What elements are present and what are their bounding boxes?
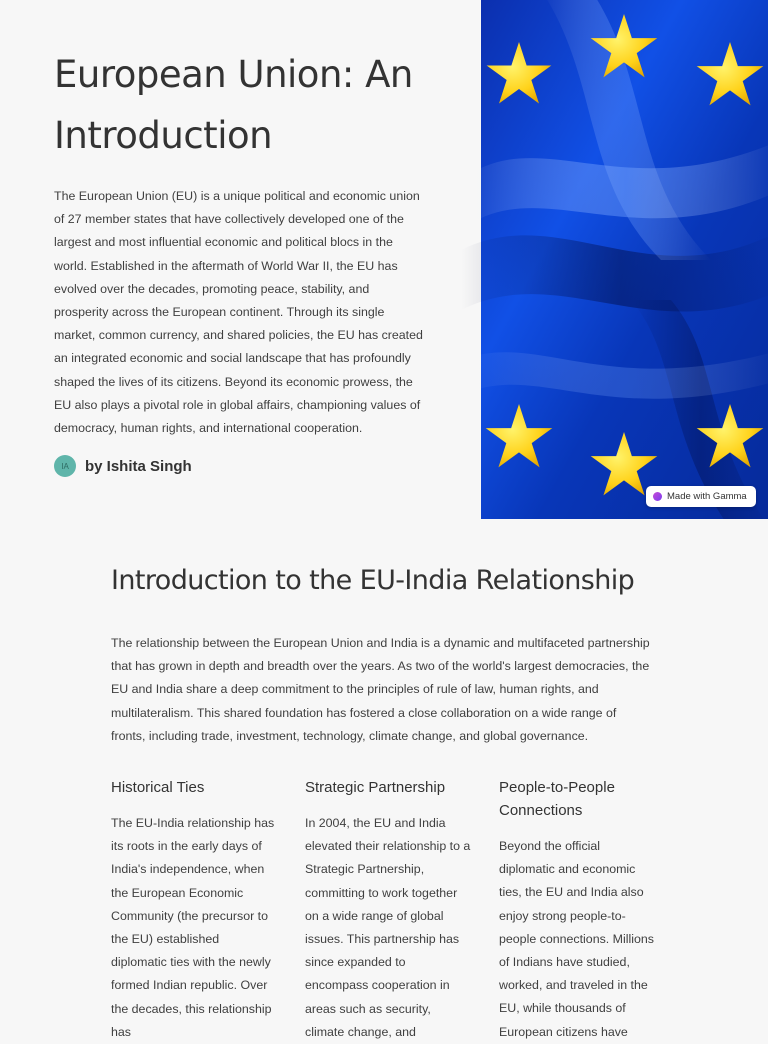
slide-eu-india-relationship <box>0 519 768 1039</box>
avatar: IA <box>54 455 76 477</box>
column-historical-ties <box>111 776 277 1044</box>
column-people-connections <box>499 776 659 1044</box>
slide-eu-introduction <box>0 0 768 519</box>
slide-intro-paragraph: The relationship between the European Union and India is a dynamic and multifaceted partnership that has grown in depth and breadth over the years. As two of the world's largest democracies, the EU and India share a deep commitment to the principles of rule of law, human rights, and multilateralism. This shared foundation has fostered a close collaboration on a wide range of fronts, including trade, investment, technology, climate change, and global governance. <box>111 636 650 743</box>
slide-title: European Union: An Introduction <box>54 53 413 157</box>
slide-intro-paragraph: The European Union (EU) is a unique political and economic union of 27 member states that have collectively developed one of the largest and most influential economic and political blocs in the world. Established in the aftermath of World War II, the EU has evolved over the decades, promoting peace, stability, and prosperity across the European continent. Through its single market, common currency, and shared policies, the EU has created an integrated economic and social landscape that has profoundly shaped the lives of its citizens. Beyond its economic prowess, the EU also plays a pivotal role in global affairs, championing values of democracy, human rights, and international cooperation. <box>54 189 423 436</box>
column-heading: Strategic Partnership <box>305 779 446 796</box>
author-name: by Ishita Singh <box>85 457 192 475</box>
column-heading: People-to-People Connections <box>499 779 615 819</box>
gamma-logo-icon <box>653 492 662 501</box>
column-text: In 2004, the EU and India elevated their relationship to a Strategic Partnership, committing to work together on a wide range of global issues. This partnership has since expanded to encompass cooperation in areas such as security, climate change, and <box>305 816 471 1039</box>
badge-label: Made with Gamma <box>667 491 747 502</box>
made-with-gamma-badge[interactable] <box>646 486 756 507</box>
eu-flag-image <box>481 0 768 519</box>
column-text: The EU-India relationship has its roots in the early days of India's independence, when the European Economic Community (the precursor to the EU) established diplomatic ties with the newly formed Indian republic. Over the decades, this relationship has <box>111 816 275 1039</box>
column-strategic-partnership <box>305 776 471 1044</box>
column-heading: Historical Ties <box>111 779 205 796</box>
column-text: Beyond the official diplomatic and economic ties, the EU and India also enjoy strong people-to-people connections. Millions of Indians have studied, worked, and traveled in the EU, while thousands of European citizens have <box>499 839 654 1039</box>
author-byline <box>54 455 192 477</box>
slide-title: Introduction to the EU-India Relationship <box>111 565 635 596</box>
